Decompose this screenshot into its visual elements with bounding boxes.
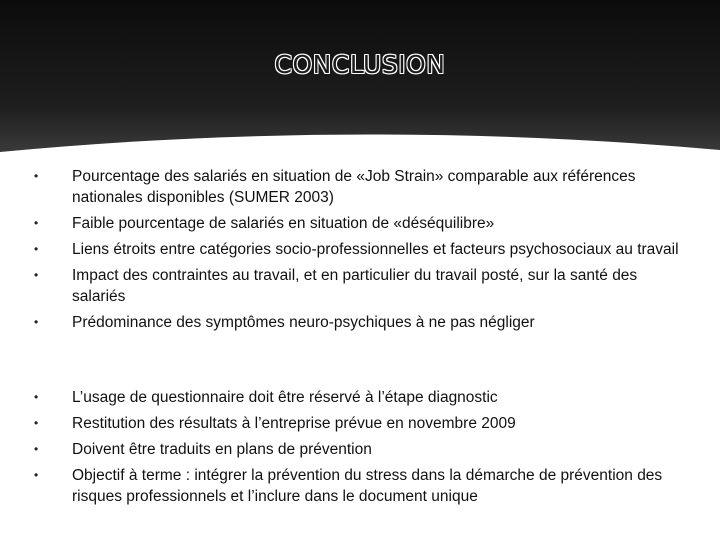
list-item [0,265,720,307]
bullet-icon: • [34,268,39,282]
list-item-text: L’usage de questionnaire doit être réservé à l’étape diagnostic [72,389,498,406]
slide-title: CONCLUSION [274,50,446,79]
bullet-icon: • [34,416,39,430]
bullet-icon: • [34,442,39,456]
list-item-text: Restitution des résultats à l’entreprise prévue en novembre 2009 [72,415,516,432]
list-item [0,387,720,408]
list-item-text: Prédominance des symptômes neuro-psychiques à ne pas négliger [72,314,535,331]
bullet-list-findings [0,166,720,338]
list-item-text: Faible pourcentage de salariés en situation de «déséquilibre» [72,215,495,232]
list-item-text: Doivent être traduits en plans de prévention [72,441,372,458]
bullet-list-recommendations [0,387,720,512]
list-item [0,439,720,460]
bullet-icon: • [34,242,39,256]
bullet-icon: • [34,216,39,230]
list-item-text: Pourcentage des salariés en situation de «Job Strain» comparable aux références nationales disponibles (SUMER 2003) [72,168,636,206]
list-item [0,413,720,434]
bullet-icon: • [34,390,39,404]
list-item [0,465,720,507]
list-item-text: Impact des contraintes au travail, et en particulier du travail posté, sur la santé des salariés [72,267,638,305]
list-item [0,213,720,234]
list-item [0,239,720,260]
list-item-text: Liens étroits entre catégories socio-professionnelles et facteurs psychosociaux au travail [72,241,679,258]
bullet-icon: • [34,468,39,482]
bullet-icon: • [34,315,39,329]
bullet-icon: • [34,169,39,183]
list-item [0,166,720,208]
list-item [0,312,720,333]
list-item-text: Objectif à terme : intégrer la prévention du stress dans la démarche de prévention des risques professionnels et l’inclure dans le document unique [72,467,663,505]
